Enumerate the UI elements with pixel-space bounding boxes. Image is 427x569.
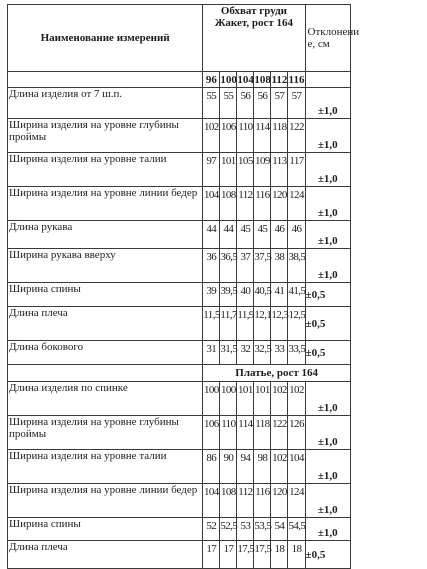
size-116: 116 [288,73,305,86]
measurement-value: 126 [288,416,305,450]
measurement-value: 90 [220,450,237,484]
size-108: 108 [254,73,271,86]
measurement-value: 12,1 [254,307,271,341]
tolerance-value: ±1,0 [305,518,350,541]
measurement-value: 12,3 [271,307,288,341]
measurement-row [8,249,351,283]
measurement-name-header-text: Наименование измерений [40,32,170,44]
measurement-value: 86 [203,450,220,484]
measurement-value: 54 [271,518,288,541]
measurement-row [8,119,351,153]
measurement-name: Ширина изделия на уровне талии [8,450,203,484]
measurement-value: 12,5 [288,307,305,341]
measurement-value: 31,5 [220,341,237,365]
measurement-value: 102 [271,450,288,484]
jacket-height-label: Жакет, рост 164 [214,17,294,29]
measurement-value: 97 [203,153,220,187]
dress-section-title: Платье, рост 164 [203,365,351,382]
size-chart [7,4,360,569]
measurement-value: 101 [220,153,237,187]
measurement-value: 57 [288,88,305,119]
measurement-name: Ширина спины [8,283,203,307]
tolerance-value: ±1,0 [305,187,350,221]
measurement-value: 52,5 [220,518,237,541]
measurement-value: 104 [203,484,220,518]
tolerance-value: ±1,0 [305,484,350,518]
tolerance-value: ±1,0 [305,416,350,450]
measurement-value: 114 [237,416,254,450]
measurement-value: 101 [254,382,271,416]
measurement-row [8,541,351,569]
chest-girth-header [203,5,305,72]
measurement-value: 100 [203,382,220,416]
measurement-row [8,518,351,541]
measurement-value: 38 [271,249,288,283]
measurement-value: 102 [203,119,220,153]
measurement-value: 104 [203,187,220,221]
measurement-name: Длина изделия по спинке [8,382,203,416]
measurement-name: Ширина изделия на уровне линии бедер [8,187,203,221]
measurement-value: 55 [203,88,220,119]
size-100: 100 [220,73,237,86]
size-row-tolerance-blank [305,72,350,88]
measurement-value: 108 [220,484,237,518]
measurement-value: 11,5 [203,307,220,341]
measurement-value: 113 [271,153,288,187]
measurement-name: Длина плеча [8,541,203,569]
measurement-value: 11,9 [237,307,254,341]
measurement-value: 46 [288,221,305,249]
measurement-value: 114 [254,119,271,153]
measurement-value: 38,5 [288,249,305,283]
measurement-value: 120 [271,187,288,221]
measurement-row [8,416,351,450]
measurement-value: 109 [254,153,271,187]
measurement-row [8,484,351,518]
measurement-name: Ширина изделия на уровне талии [8,153,203,187]
measurement-value: 108 [220,187,237,221]
measurement-value: 33 [271,341,288,365]
tolerance-value: ±0,5 [305,341,350,365]
measurement-name: Ширина спины [8,518,203,541]
measurement-value: 40 [237,283,254,307]
measurement-name: Длина рукава [8,221,203,249]
measurement-value: 105 [237,153,254,187]
measurement-name: Ширина рукава вверху [8,249,203,283]
measurement-value: 36 [203,249,220,283]
measurement-name: Ширина изделия на уровне глубины проймы [8,416,203,450]
measurement-value: 102 [271,382,288,416]
size-row-blank [8,72,203,88]
tolerance-value: ±1,0 [305,119,350,153]
tolerance-value: ±1,0 [305,88,350,119]
tolerance-value: ±0,5 [305,541,350,569]
measurement-name: Длина плеча [8,307,203,341]
measurement-name: Длина бокового [8,341,203,365]
measurement-value: 18 [271,541,288,569]
measurement-value: 106 [220,119,237,153]
measurement-value: 116 [254,484,271,518]
measurement-value: 57 [271,88,288,119]
measurement-value: 112 [237,187,254,221]
measurement-value: 37,5 [254,249,271,283]
measurement-row [8,187,351,221]
tolerance-header-text: Отклонени е, см [307,26,360,50]
measurement-value: 110 [237,119,254,153]
measurement-value: 40,5 [254,283,271,307]
measurement-name: Длина изделия от 7 ш.п. [8,88,203,119]
measurement-value: 116 [254,187,271,221]
measurement-table [7,4,360,569]
measurement-row [8,450,351,484]
measurement-row [8,307,351,341]
measurement-value: 17,5 [237,541,254,569]
measurement-value: 52 [203,518,220,541]
measurement-name: Ширина изделия на уровне линии бедер [8,484,203,518]
measurement-value: 120 [271,484,288,518]
measurement-row [8,221,351,249]
tolerance-value: ±0,5 [305,307,350,341]
size-row [8,72,351,88]
measurement-row [8,88,351,119]
measurement-value: 41 [271,283,288,307]
measurement-name: Ширина изделия на уровне глубины проймы [8,119,203,153]
measurement-name-header [8,5,203,72]
measurement-value: 44 [220,221,237,249]
tolerance-value: ±1,0 [305,382,350,416]
table-body [8,5,360,569]
measurement-value: 124 [288,484,305,518]
measurement-value: 32 [237,341,254,365]
measurement-value: 117 [288,153,305,187]
section-row [8,365,351,382]
measurement-value: 36,5 [220,249,237,283]
measurement-value: 106 [203,416,220,450]
measurement-value: 122 [288,119,305,153]
measurement-row [8,382,351,416]
measurement-value: 56 [237,88,254,119]
measurement-value: 11,7 [220,307,237,341]
measurement-value: 18 [288,541,305,569]
tolerance-header [305,5,360,72]
measurement-value: 17 [203,541,220,569]
measurement-value: 100 [220,382,237,416]
tolerance-value: ±1,0 [305,221,350,249]
measurement-value: 118 [271,119,288,153]
measurement-row [8,283,351,307]
measurement-value: 124 [288,187,305,221]
tolerance-value: ±1,0 [305,450,350,484]
measurement-value: 45 [237,221,254,249]
measurement-value: 17,5 [254,541,271,569]
measurement-value: 122 [271,416,288,450]
measurement-value: 39 [203,283,220,307]
measurement-value: 37 [237,249,254,283]
measurement-row [8,153,351,187]
header-row [8,5,351,72]
measurement-value: 118 [254,416,271,450]
measurement-value: 98 [254,450,271,484]
measurement-value: 44 [203,221,220,249]
size-112: 112 [271,73,288,86]
measurement-value: 55 [220,88,237,119]
measurement-value: 104 [288,450,305,484]
tolerance-value: ±1,0 [305,249,350,283]
measurement-value: 94 [237,450,254,484]
chest-girth-label: Обхват груди [220,5,287,17]
measurement-value: 110 [220,416,237,450]
measurement-value: 31 [203,341,220,365]
measurement-value: 41,5 [288,283,305,307]
measurement-row [8,341,351,365]
measurement-value: 54,5 [288,518,305,541]
measurement-value: 32,5 [254,341,271,365]
measurement-value: 53 [237,518,254,541]
measurement-value: 17 [220,541,237,569]
measurement-value: 112 [237,484,254,518]
measurement-value: 45 [254,221,271,249]
measurement-value: 46 [271,221,288,249]
size-104: 104 [237,73,254,86]
measurement-value: 56 [254,88,271,119]
measurement-value: 102 [288,382,305,416]
measurement-value: 39,5 [220,283,237,307]
measurement-value: 33,5 [288,341,305,365]
measurement-value: 101 [237,382,254,416]
tolerance-value: ±0,5 [305,283,350,307]
size-96: 96 [203,72,220,88]
tolerance-value: ±1,0 [305,153,350,187]
section-row-blank [8,365,203,382]
measurement-value: 53,5 [254,518,271,541]
